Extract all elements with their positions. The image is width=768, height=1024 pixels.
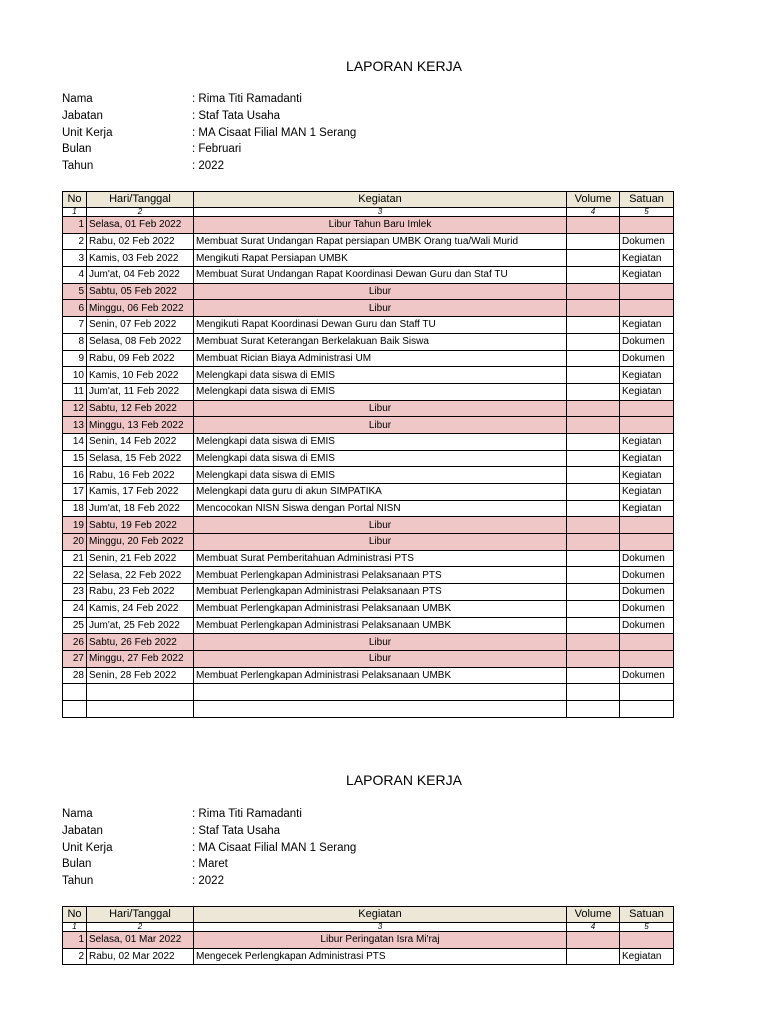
cell-activity: Membuat Perlengkapan Administrasi Pelaksanaan UMBK xyxy=(194,667,567,684)
header-date: Hari/Tanggal xyxy=(87,907,194,923)
table-row xyxy=(63,534,674,551)
cell-unit: Dokumen xyxy=(620,233,674,250)
cell-unit: Kegiatan xyxy=(620,383,674,400)
cell-volume xyxy=(567,484,620,501)
cell-no: 28 xyxy=(63,667,87,684)
cell-no: 23 xyxy=(63,584,87,601)
cell-date: Sabtu, 12 Feb 2022 xyxy=(87,400,194,417)
cell-activity: Libur xyxy=(194,650,567,667)
cell-unit: Dokumen xyxy=(620,617,674,634)
table-row xyxy=(63,433,674,450)
cell-volume xyxy=(567,317,620,334)
cell-volume xyxy=(567,700,620,717)
table-row xyxy=(63,467,674,484)
cell-date: Kamis, 24 Feb 2022 xyxy=(87,600,194,617)
cell-activity: Libur Peringatan Isra Mi'raj xyxy=(194,932,567,949)
table-row xyxy=(63,700,674,717)
cell-no: 1 xyxy=(63,932,87,949)
cell-activity: Mengecek Perlengkapan Administrasi PTS xyxy=(194,948,567,965)
cell-no: 8 xyxy=(63,333,87,350)
cell-no: 6 xyxy=(63,300,87,317)
index-2: 2 xyxy=(87,208,194,217)
cell-no: 26 xyxy=(63,634,87,651)
cell-no: 7 xyxy=(63,317,87,334)
cell-volume xyxy=(567,932,620,949)
cell-date: Minggu, 20 Feb 2022 xyxy=(87,534,194,551)
cell-volume xyxy=(567,684,620,701)
cell-activity: Libur Tahun Baru Imlek xyxy=(194,217,567,234)
info-value: : 2022 xyxy=(192,160,224,173)
cell-unit xyxy=(620,534,674,551)
info-value: : 2022 xyxy=(192,875,224,888)
table-row xyxy=(63,250,674,267)
cell-no: 13 xyxy=(63,417,87,434)
header-activity: Kegiatan xyxy=(194,192,567,208)
info-label: Unit Kerja xyxy=(62,841,113,854)
cell-unit xyxy=(620,700,674,717)
info-label: Jabatan xyxy=(62,109,103,122)
cell-no: 14 xyxy=(63,433,87,450)
cell-unit: Dokumen xyxy=(620,567,674,584)
info-value: : Staf Tata Usaha xyxy=(192,109,281,122)
info-label: Jabatan xyxy=(62,824,103,837)
cell-activity: Libur xyxy=(194,300,567,317)
info-value: : MA Cisaat Filial MAN 1 Serang xyxy=(192,126,357,139)
cell-activity: Membuat Surat Undangan Rapat persiapan UMBK Orang tua/Wali Murid xyxy=(194,233,567,250)
header-unit: Satuan xyxy=(620,907,674,923)
cell-unit xyxy=(620,300,674,317)
cell-no: 2 xyxy=(63,948,87,965)
table-row xyxy=(63,617,674,634)
cell-unit xyxy=(620,400,674,417)
cell-no: 15 xyxy=(63,450,87,467)
cell-unit: Kegiatan xyxy=(620,484,674,501)
cell-no: 17 xyxy=(63,484,87,501)
cell-date: Kamis, 17 Feb 2022 xyxy=(87,484,194,501)
cell-date: Kamis, 03 Feb 2022 xyxy=(87,250,194,267)
cell-unit: Kegiatan xyxy=(620,467,674,484)
cell-unit xyxy=(620,417,674,434)
info-label: Tahun xyxy=(62,160,94,173)
column-index-row xyxy=(63,923,674,932)
info-value: : Rima Titi Ramadanti xyxy=(192,93,302,105)
cell-volume xyxy=(567,617,620,634)
info-label: Bulan xyxy=(62,858,92,871)
cell-volume xyxy=(567,400,620,417)
cell-unit: Kegiatan xyxy=(620,367,674,384)
cell-activity: Membuat Surat Pemberitahuan Administrasi PTS xyxy=(194,550,567,567)
cell-no: 3 xyxy=(63,250,87,267)
cell-activity: Libur xyxy=(194,534,567,551)
cell-volume xyxy=(567,948,620,965)
cell-no: 25 xyxy=(63,617,87,634)
cell-unit xyxy=(620,684,674,701)
header-no: No xyxy=(63,907,87,923)
cell-date: Sabtu, 26 Feb 2022 xyxy=(87,634,194,651)
cell-unit: Kegiatan xyxy=(620,433,674,450)
cell-volume xyxy=(567,250,620,267)
cell-no: 9 xyxy=(63,350,87,367)
header-activity: Kegiatan xyxy=(194,907,567,923)
cell-date: Sabtu, 05 Feb 2022 xyxy=(87,283,194,300)
cell-volume xyxy=(567,383,620,400)
cell-unit xyxy=(620,932,674,949)
cell-no: 11 xyxy=(63,383,87,400)
table-row xyxy=(63,550,674,567)
cell-date: Jum'at, 11 Feb 2022 xyxy=(87,383,194,400)
cell-activity xyxy=(194,684,567,701)
table-row xyxy=(63,267,674,284)
cell-no xyxy=(63,700,87,717)
cell-no: 16 xyxy=(63,467,87,484)
cell-volume xyxy=(567,233,620,250)
cell-date: Kamis, 10 Feb 2022 xyxy=(87,367,194,384)
report-title: LAPORAN KERJA xyxy=(346,772,462,788)
cell-no: 27 xyxy=(63,650,87,667)
table-row xyxy=(63,948,674,965)
header-unit: Satuan xyxy=(620,192,674,208)
info-value: : Rima Titi Ramadanti xyxy=(192,808,302,820)
cell-activity: Mengikuti Rapat Persiapan UMBK xyxy=(194,250,567,267)
table-row xyxy=(63,300,674,317)
cell-unit: Kegiatan xyxy=(620,450,674,467)
column-index-row xyxy=(63,208,674,217)
table-row xyxy=(63,500,674,517)
table-row xyxy=(63,932,674,949)
cell-activity: Melengkapi data siswa di EMIS xyxy=(194,467,567,484)
cell-unit xyxy=(620,517,674,534)
cell-activity: Membuat Surat Undangan Rapat Koordinasi Dewan Guru dan Staf TU xyxy=(194,267,567,284)
table-row xyxy=(63,584,674,601)
table-row xyxy=(63,233,674,250)
cell-volume xyxy=(567,650,620,667)
cell-unit: Kegiatan xyxy=(620,250,674,267)
header-volume: Volume xyxy=(567,192,620,208)
cell-unit: Dokumen xyxy=(620,333,674,350)
cell-activity: Membuat Surat Keterangan Berkelakuan Baik Siswa xyxy=(194,333,567,350)
table-header-row xyxy=(63,907,674,923)
cell-no: 5 xyxy=(63,283,87,300)
table-row xyxy=(63,684,674,701)
table-row xyxy=(63,484,674,501)
cell-volume xyxy=(567,600,620,617)
table-row xyxy=(63,517,674,534)
table-row xyxy=(63,400,674,417)
info-value: : Februari xyxy=(192,143,242,156)
cell-date: Selasa, 01 Feb 2022 xyxy=(87,217,194,234)
cell-volume xyxy=(567,550,620,567)
cell-no xyxy=(63,684,87,701)
cell-date: Minggu, 13 Feb 2022 xyxy=(87,417,194,434)
cell-activity: Libur xyxy=(194,517,567,534)
cell-unit: Dokumen xyxy=(620,600,674,617)
cell-volume xyxy=(567,450,620,467)
table-row xyxy=(63,667,674,684)
cell-no: 21 xyxy=(63,550,87,567)
cell-volume xyxy=(567,500,620,517)
cell-activity: Mengikuti Rapat Koordinasi Dewan Guru dan Staff TU xyxy=(194,317,567,334)
activity-table xyxy=(62,191,674,718)
cell-volume xyxy=(567,367,620,384)
info-label: Nama xyxy=(62,93,93,105)
cell-volume xyxy=(567,567,620,584)
cell-unit: Kegiatan xyxy=(620,317,674,334)
cell-date: Senin, 28 Feb 2022 xyxy=(87,667,194,684)
table-row xyxy=(63,567,674,584)
cell-no: 1 xyxy=(63,217,87,234)
cell-volume xyxy=(567,467,620,484)
cell-volume xyxy=(567,283,620,300)
cell-activity: Libur xyxy=(194,417,567,434)
cell-date: Jum'at, 04 Feb 2022 xyxy=(87,267,194,284)
cell-no: 19 xyxy=(63,517,87,534)
cell-no: 24 xyxy=(63,600,87,617)
cell-activity: Membuat Perlengkapan Administrasi Pelaksanaan UMBK xyxy=(194,617,567,634)
cell-no: 20 xyxy=(63,534,87,551)
index-3: 3 xyxy=(194,208,567,217)
table-header-row xyxy=(63,192,674,208)
cell-unit: Dokumen xyxy=(620,350,674,367)
cell-activity: Membuat Perlengkapan Administrasi Pelaksanaan PTS xyxy=(194,584,567,601)
cell-volume xyxy=(567,333,620,350)
table-row xyxy=(63,317,674,334)
header-volume: Volume xyxy=(567,907,620,923)
cell-date: Rabu, 23 Feb 2022 xyxy=(87,584,194,601)
table-row xyxy=(63,650,674,667)
info-value: : Maret xyxy=(192,858,228,871)
cell-volume xyxy=(567,667,620,684)
cell-activity: Libur xyxy=(194,400,567,417)
cell-volume xyxy=(567,433,620,450)
cell-date xyxy=(87,684,194,701)
index-3: 3 xyxy=(194,923,567,932)
cell-date: Senin, 14 Feb 2022 xyxy=(87,433,194,450)
cell-no: 22 xyxy=(63,567,87,584)
activity-table xyxy=(62,906,674,965)
index-4: 4 xyxy=(567,923,620,932)
info-label: Unit Kerja xyxy=(62,126,113,139)
table-row xyxy=(63,600,674,617)
cell-date: Selasa, 01 Mar 2022 xyxy=(87,932,194,949)
cell-date: Selasa, 15 Feb 2022 xyxy=(87,450,194,467)
cell-volume xyxy=(567,417,620,434)
cell-volume xyxy=(567,350,620,367)
cell-unit: Dokumen xyxy=(620,584,674,601)
cell-date: Jum'at, 25 Feb 2022 xyxy=(87,617,194,634)
cell-unit xyxy=(620,634,674,651)
cell-unit: Kegiatan xyxy=(620,267,674,284)
info-label: Tahun xyxy=(62,875,94,888)
cell-no: 10 xyxy=(63,367,87,384)
header-no: No xyxy=(63,192,87,208)
report-title: LAPORAN KERJA xyxy=(346,58,462,74)
header-date: Hari/Tanggal xyxy=(87,192,194,208)
table-row xyxy=(63,333,674,350)
cell-no: 18 xyxy=(63,500,87,517)
info-value: : Staf Tata Usaha xyxy=(192,824,281,837)
cell-unit: Kegiatan xyxy=(620,948,674,965)
cell-no: 4 xyxy=(63,267,87,284)
cell-no: 2 xyxy=(63,233,87,250)
cell-activity: Membuat Perlengkapan Administrasi Pelaksanaan PTS xyxy=(194,567,567,584)
index-4: 4 xyxy=(567,208,620,217)
cell-date xyxy=(87,700,194,717)
cell-volume xyxy=(567,300,620,317)
cell-activity: Mencocokan NISN Siswa dengan Portal NISN xyxy=(194,500,567,517)
cell-volume xyxy=(567,584,620,601)
table-row xyxy=(63,417,674,434)
cell-activity: Melengkapi data siswa di EMIS xyxy=(194,450,567,467)
index-5: 5 xyxy=(620,923,674,932)
cell-date: Selasa, 08 Feb 2022 xyxy=(87,333,194,350)
cell-date: Rabu, 16 Feb 2022 xyxy=(87,467,194,484)
cell-volume xyxy=(567,517,620,534)
info-value: : MA Cisaat Filial MAN 1 Serang xyxy=(192,841,357,854)
cell-date: Minggu, 27 Feb 2022 xyxy=(87,650,194,667)
cell-volume xyxy=(567,267,620,284)
cell-date: Rabu, 09 Feb 2022 xyxy=(87,350,194,367)
index-1: 1 xyxy=(63,923,87,932)
cell-activity: Membuat Rician Biaya Administrasi UM xyxy=(194,350,567,367)
cell-date: Minggu, 06 Feb 2022 xyxy=(87,300,194,317)
table-row xyxy=(63,450,674,467)
index-1: 1 xyxy=(63,208,87,217)
cell-volume xyxy=(567,217,620,234)
table-row xyxy=(63,367,674,384)
table-row xyxy=(63,383,674,400)
cell-activity: Libur xyxy=(194,283,567,300)
cell-date: Senin, 07 Feb 2022 xyxy=(87,317,194,334)
cell-date: Sabtu, 19 Feb 2022 xyxy=(87,517,194,534)
cell-unit xyxy=(620,217,674,234)
cell-date: Jum'at, 18 Feb 2022 xyxy=(87,500,194,517)
cell-activity: Melengkapi data guru di akun SIMPATIKA xyxy=(194,484,567,501)
index-2: 2 xyxy=(87,923,194,932)
cell-no: 12 xyxy=(63,400,87,417)
table-row xyxy=(63,350,674,367)
cell-unit: Kegiatan xyxy=(620,500,674,517)
table-row xyxy=(63,217,674,234)
cell-volume xyxy=(567,634,620,651)
cell-date: Senin, 21 Feb 2022 xyxy=(87,550,194,567)
cell-unit: Dokumen xyxy=(620,550,674,567)
cell-activity: Membuat Perlengkapan Administrasi Pelaksanaan UMBK xyxy=(194,600,567,617)
cell-date: Rabu, 02 Mar 2022 xyxy=(87,948,194,965)
cell-unit xyxy=(620,650,674,667)
cell-activity: Melengkapi data siswa di EMIS xyxy=(194,367,567,384)
cell-activity xyxy=(194,700,567,717)
cell-activity: Libur xyxy=(194,634,567,651)
info-label: Bulan xyxy=(62,143,92,156)
cell-activity: Melengkapi data siswa di EMIS xyxy=(194,433,567,450)
cell-unit xyxy=(620,283,674,300)
cell-activity: Melengkapi data siswa di EMIS xyxy=(194,383,567,400)
cell-volume xyxy=(567,534,620,551)
cell-date: Selasa, 22 Feb 2022 xyxy=(87,567,194,584)
cell-unit: Dokumen xyxy=(620,667,674,684)
table-row xyxy=(63,283,674,300)
info-label: Nama xyxy=(62,808,93,820)
table-row xyxy=(63,634,674,651)
index-5: 5 xyxy=(620,208,674,217)
cell-date: Rabu, 02 Feb 2022 xyxy=(87,233,194,250)
